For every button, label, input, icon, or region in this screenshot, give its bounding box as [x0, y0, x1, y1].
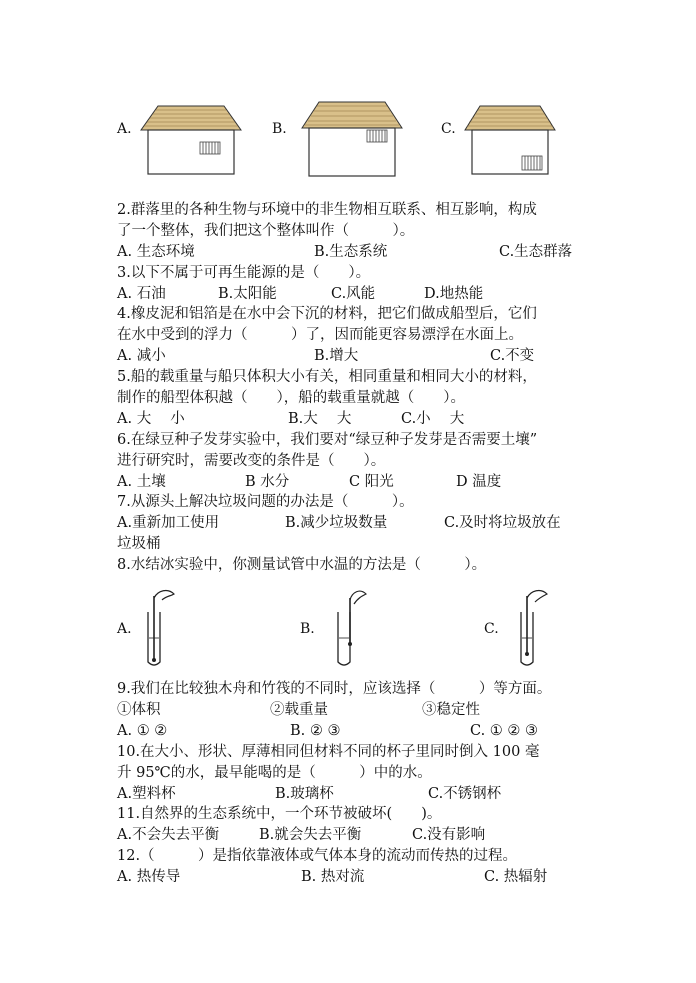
q12-option-b: B. 热对流	[301, 869, 365, 885]
q10-option-c: C.不锈钢杯	[428, 786, 502, 802]
q10-option-a: A.塑料杯	[117, 786, 176, 802]
q11-option-a: A.不会失去平衡	[117, 827, 220, 843]
q10-stem-line1: 10.在大小、形状、厚薄相同但材料不同的杯子里同时倒入 100 毫	[117, 744, 540, 760]
q5-option-c: C.小 大	[401, 411, 465, 427]
q2-option-c: C.生态群落	[499, 244, 573, 260]
q2-stem-line2: 了一个整体，我们把这个整体叫作（ ）。	[117, 223, 415, 239]
q6-option-a: A. 土壤	[117, 474, 166, 490]
thermometer-tube-c-figure	[513, 588, 553, 668]
q9-option-c: C. ① ② ③	[470, 723, 539, 739]
q12-stem: 12.（ ）是指依靠液体或气体本身的流动而传热的过程。	[117, 848, 518, 864]
q11-option-c: C.没有影响	[412, 827, 486, 843]
q5-option-a: A. 大 小	[117, 411, 185, 427]
q2-option-a: A. 生态环境	[117, 244, 195, 260]
q3-stem: 3.以下不属于可再生能源的是（ ）。	[117, 265, 371, 281]
house-radiator-a-figure	[136, 104, 246, 176]
q7-option-a: A.重新加工使用	[117, 515, 220, 531]
q6-option-c: C 阳光	[349, 474, 394, 490]
q1-option-a-label: A.	[117, 121, 132, 137]
q12-option-a: A. 热传导	[117, 869, 181, 885]
q7-option-c: C.及时将垃圾放在	[444, 515, 561, 531]
q1-option-b-label: B.	[272, 121, 287, 137]
q1-option-c-label: C.	[441, 121, 456, 137]
thermometer-tube-b-figure	[330, 588, 370, 668]
q2-option-b: B.生态系统	[314, 244, 388, 260]
q7-stem: 7.从源头上解决垃圾问题的办法是（ ）。	[117, 494, 414, 510]
q9-option-a: A. ① ②	[117, 723, 168, 739]
q6-option-b: B 水分	[245, 474, 290, 490]
house-radiator-c-figure	[460, 104, 560, 176]
q5-stem-line2: 制作的船型体积越（ ），船的载重量就越（ ）。	[117, 390, 465, 406]
q9-item-2: ②载重量	[270, 702, 328, 718]
q8-option-a-label: A.	[117, 621, 132, 637]
q9-item-3: ③稳定性	[422, 702, 480, 718]
q9-option-b: B. ② ③	[290, 723, 341, 739]
q3-option-a: A. 石油	[117, 286, 166, 302]
q3-option-c: C.风能	[331, 286, 376, 302]
q12-option-c: C. 热辐射	[484, 869, 548, 885]
q11-stem: 11.自然界的生态系统中，一个环节被破坏( )。	[117, 806, 442, 822]
q2-stem-line1: 2.群落里的各种生物与环境中的非生物相互联系、相互影响，构成	[117, 202, 537, 218]
house-radiator-b-figure	[297, 100, 407, 178]
q7-option-c-continued: 垃圾桶	[117, 536, 161, 552]
q10-option-b: B.玻璃杯	[275, 786, 334, 802]
q9-stem: 9.我们在比较独木舟和竹筏的不同时，应该选择（ ）等方面。	[117, 681, 552, 697]
q3-option-b: B.太阳能	[218, 286, 277, 302]
q4-stem-line2: 在水中受到的浮力（ ）了，因而能更容易漂浮在水面上。	[117, 327, 523, 343]
q10-stem-line2: 升 95℃的水，最早能喝的是（ ）中的水。	[117, 765, 432, 781]
q7-option-b: B.减少垃圾数量	[285, 515, 388, 531]
q8-option-c-label: C.	[484, 621, 499, 637]
q11-option-b: B.就会失去平衡	[259, 827, 362, 843]
q8-stem: 8.水结冰实验中，你测量试管中水温的方法是（ ）。	[117, 557, 487, 573]
q9-item-1: ①体积	[117, 702, 161, 718]
q3-option-d: D.地热能	[424, 286, 484, 302]
q4-stem-line1: 4.橡皮泥和铝箔是在水中会下沉的材料，把它们做成船型后，它们	[117, 306, 537, 322]
q5-stem-line1: 5.船的载重量与船只体积大小有关，相同重量和相同大小的材料，	[117, 369, 537, 385]
thermometer-tube-a-figure	[138, 588, 178, 668]
q8-option-b-label: B.	[300, 621, 315, 637]
q4-option-b: B.增大	[314, 348, 359, 364]
q6-stem-line1: 6.在绿豆种子发芽实验中，我们要对“绿豆种子发芽是否需要土壤”	[117, 432, 538, 448]
q4-option-c: C.不变	[490, 348, 535, 364]
q6-stem-line2: 进行研究时，需要改变的条件是（ ）。	[117, 453, 386, 469]
q4-option-a: A. 减小	[117, 348, 166, 364]
q6-option-d: D 温度	[456, 474, 502, 490]
q5-option-b: B.大 大	[288, 411, 352, 427]
